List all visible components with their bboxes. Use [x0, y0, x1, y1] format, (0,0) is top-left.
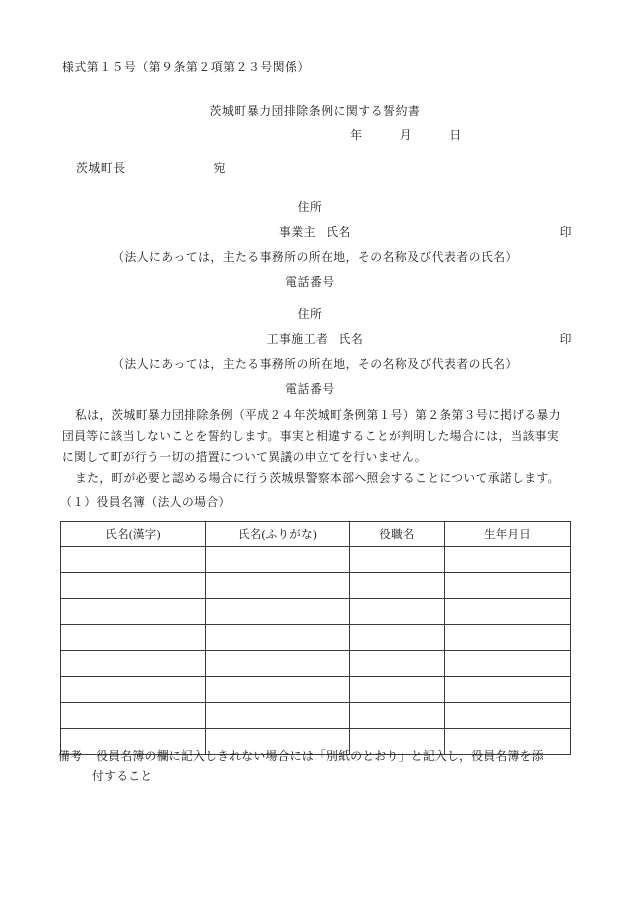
table-row — [61, 573, 571, 599]
document-title: 茨城町暴力団排除条例に関する誓約書 — [209, 104, 421, 118]
column-header-birthdate: 生年月日 — [445, 522, 571, 547]
cell-birthdate[interactable] — [445, 573, 571, 599]
name-label: 氏名 — [326, 225, 351, 239]
column-header-name-kanji: 氏名(漢字) — [61, 522, 206, 547]
cell-name-kanji[interactable] — [61, 573, 206, 599]
cell-name-kana[interactable] — [206, 547, 350, 573]
body-text — [62, 405, 570, 489]
table-header-row — [61, 522, 571, 547]
name-label: 氏名 — [338, 332, 364, 346]
cell-name-kana[interactable] — [206, 599, 350, 625]
addressee — [76, 163, 226, 175]
cell-name-kanji[interactable] — [61, 703, 206, 729]
corporate-note: （法人にあっては，主たる事務所の所在地，その名称及び代表者の氏名） — [112, 250, 518, 264]
table-row — [61, 677, 571, 703]
cell-position[interactable] — [350, 573, 445, 599]
cell-name-kanji[interactable] — [61, 651, 206, 677]
cell-birthdate[interactable] — [445, 677, 571, 703]
cell-position[interactable] — [350, 599, 445, 625]
table-row — [61, 703, 571, 729]
phone-label: 電話番号 — [285, 382, 335, 396]
name-row — [0, 223, 630, 248]
table-row — [61, 625, 571, 651]
column-header-name-kana: 氏名(ふりがな) — [206, 522, 350, 547]
remark-line-1: 役員名簿の欄に記入しきれない場合には「別紙のとおり」と記入し，役員名簿を添 — [96, 749, 544, 763]
cell-name-kanji[interactable] — [61, 547, 206, 573]
address-label: 住所 — [297, 200, 323, 214]
cell-name-kanji[interactable] — [61, 625, 206, 651]
body-paragraph-2: また，町が必要と認める場合に行う茨城県警察本部へ照会することについて承諾します。 — [74, 471, 560, 485]
cell-position[interactable] — [350, 547, 445, 573]
table-row — [61, 651, 571, 677]
corporate-note: （法人にあっては，主たる事務所の所在地，その名称及び代表者の氏名） — [112, 357, 518, 371]
column-header-position: 役職名 — [350, 522, 445, 547]
table-row — [61, 547, 571, 573]
table-body — [61, 547, 571, 755]
cell-position[interactable] — [350, 677, 445, 703]
address-label: 住所 — [297, 307, 323, 321]
cell-birthdate[interactable] — [445, 703, 571, 729]
officer-roster-table — [60, 521, 571, 755]
cell-birthdate[interactable] — [445, 547, 571, 573]
cell-name-kana[interactable] — [206, 625, 350, 651]
remark-note — [58, 746, 574, 786]
cell-name-kanji[interactable] — [61, 599, 206, 625]
phone-label: 電話番号 — [285, 275, 335, 289]
roster-section-label: （１）役員名簿（法人の場合） — [60, 495, 231, 509]
party-label: 事業主 — [279, 225, 317, 239]
remark-label: 備考 — [58, 749, 83, 763]
addressee-name: 茨城町長 — [76, 161, 126, 175]
cell-name-kana[interactable] — [206, 573, 350, 599]
cell-name-kanji[interactable] — [61, 677, 206, 703]
cell-position[interactable] — [350, 703, 445, 729]
seal-label: 印 — [559, 225, 572, 239]
date-line: 年 月 日 — [350, 128, 462, 142]
cell-name-kana[interactable] — [206, 703, 350, 729]
signature-block-contractor — [0, 305, 630, 405]
cell-birthdate[interactable] — [445, 651, 571, 677]
addressee-suffix: 宛 — [213, 161, 226, 175]
cell-name-kana[interactable] — [206, 677, 350, 703]
cell-position[interactable] — [350, 651, 445, 677]
cell-birthdate[interactable] — [445, 625, 571, 651]
cell-position[interactable] — [350, 625, 445, 651]
body-paragraph-1: 私は，茨城町暴力団排除条例（平成２４年茨城町条例第１号）第２条第３号に掲げる暴力団員等に該当しないことを誓約します。事実と相違することが判明した場合には，当該事実に関して町が行う一切の措置について異議の申立てを行いません。 — [62, 408, 561, 464]
signature-block-business-owner — [0, 198, 630, 298]
cell-birthdate[interactable] — [445, 599, 571, 625]
seal-label: 印 — [559, 332, 572, 346]
name-row — [0, 330, 630, 355]
party-label: 工事施工者 — [266, 332, 329, 346]
remark-line-2: 付すること — [92, 769, 153, 783]
form-number: 様式第１５号（第９条第２項第２３号関係） — [62, 60, 310, 74]
table-row — [61, 599, 571, 625]
cell-name-kana[interactable] — [206, 651, 350, 677]
